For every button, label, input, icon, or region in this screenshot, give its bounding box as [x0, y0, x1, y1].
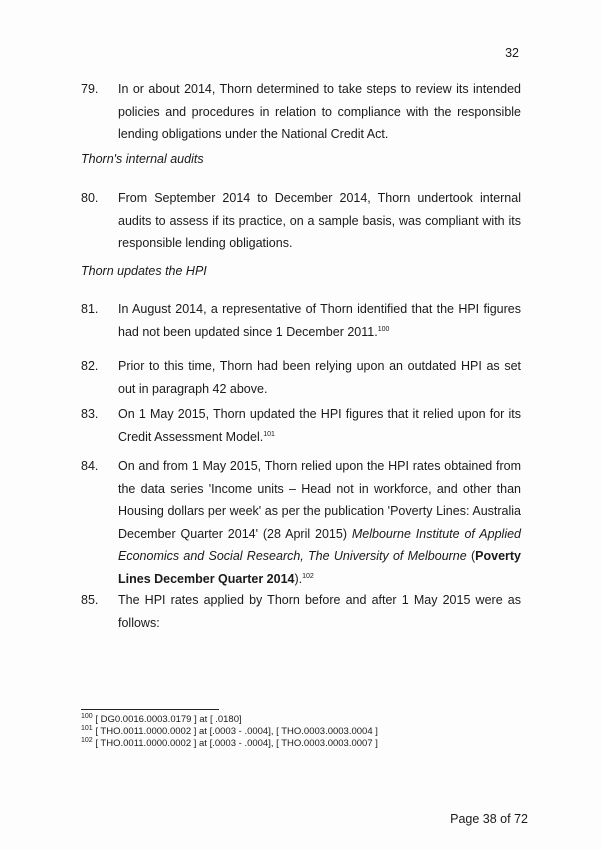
- defined-term: Poverty Lines December Quarter 2014: [118, 549, 521, 586]
- paragraph-number: 81.: [81, 302, 99, 316]
- paragraph-text: Prior to this time, Thorn had been relying upon an outdated HPI as set out in paragraph 42 above.: [118, 359, 521, 396]
- paragraph-81: [81, 298, 521, 343]
- footnote-ref-101: 101: [263, 430, 275, 438]
- footnote-text: [ THO.0011.0000.0002 ] at [.0003 - .0004], [ THO.0003.0003.0004 ]: [95, 726, 378, 737]
- paragraph-text: [118, 298, 521, 343]
- footnote-number: 101: [81, 724, 93, 732]
- footnote-ref-100: 100: [377, 325, 390, 333]
- paragraph-number: 80.: [81, 191, 99, 205]
- footnote-ref-102: 102: [302, 572, 314, 580]
- paragraph-text: In or about 2014, Thorn determined to take steps to review its intended policies and procedures in relation to compliance with the responsible lending obligations under the National Credit Act.: [118, 82, 521, 141]
- paragraph-82: [81, 355, 521, 400]
- publisher-name: Melbourne Institute of Applied Economics and Social Research, The University of Melbourne: [118, 526, 521, 563]
- paragraph-83: [81, 403, 521, 448]
- heading-updates-hpi: Thorn updates the HPI: [81, 264, 207, 278]
- paragraph-84: [81, 455, 521, 590]
- paren-open: (: [466, 549, 476, 563]
- paragraph-number: 79.: [81, 82, 99, 96]
- footnote-separator: [81, 709, 219, 710]
- footnote-number: 100: [81, 712, 93, 720]
- heading-internal-audits: Thorn's internal audits: [81, 152, 204, 166]
- paragraph-number: 82.: [81, 359, 99, 373]
- footnote-text: [ THO.0011.0000.0002 ] at [.0003 - .0004], [ THO.0003.0003.0007 ]: [95, 738, 378, 749]
- paragraph-text: The HPI rates applied by Thorn before and after 1 May 2015 were as follows:: [118, 593, 521, 630]
- paragraph-text: [118, 403, 521, 448]
- paragraph-text: [118, 455, 521, 590]
- footnote-text: [ DG0.0016.0003.0179 ] at [ .0180]: [95, 714, 242, 725]
- footnote-100: [81, 714, 242, 725]
- page-footer: Page 38 of 72: [450, 812, 528, 826]
- page-number: 32: [505, 46, 519, 60]
- paragraph-body: On 1 May 2015, Thorn updated the HPI figures that it relied upon for its Credit Assessment Model.: [118, 407, 521, 444]
- paren-close: ).: [294, 571, 303, 586]
- paragraph-body: In August 2014, a representative of Thorn identified that the HPI figures had not been updated since 1 December 2011.: [118, 302, 521, 339]
- paragraph-number: 84.: [81, 459, 99, 473]
- paragraph-85: [81, 589, 521, 634]
- paragraph-text: From September 2014 to December 2014, Thorn undertook internal audits to assess if its practice, on a sample basis, was compliant with its responsible lending obligations.: [118, 191, 521, 250]
- paragraph-number: 83.: [81, 407, 99, 421]
- footnote-101: [81, 726, 378, 737]
- footnote-102: [81, 738, 378, 749]
- paragraph-body: On and from 1 May 2015, Thorn relied upon the HPI rates obtained from the data series 'Income units – Head not in workforce, and other than Housing dollars per week' as per the publication 'Poverty Lines: Australia December Quarter 2014' (28 April 2015): [118, 459, 521, 541]
- paragraph-80: [81, 187, 521, 255]
- paragraph-number: 85.: [81, 593, 99, 607]
- footnote-number: 102: [81, 736, 93, 744]
- paragraph-79: [81, 78, 521, 146]
